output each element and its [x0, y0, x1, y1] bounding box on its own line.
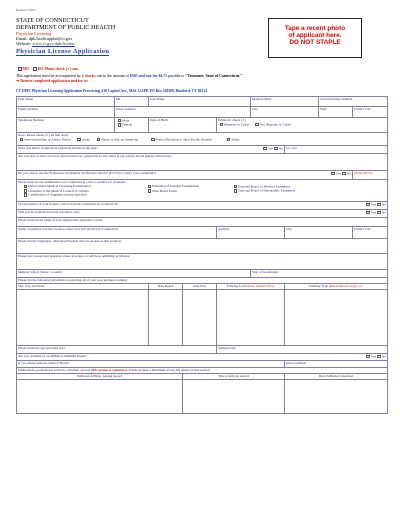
publication-header-label: Publication/Entity Issuing Award — [77, 373, 122, 378]
fee-text-2: one in the amount of — [95, 74, 130, 78]
board-label: Are you certified by an ABMS or ABOMS Board? — [18, 353, 87, 358]
header-block — [16, 17, 226, 56]
fcvs-question — [17, 171, 353, 180]
training-type-entry[interactable] — [285, 290, 388, 346]
exam-checkbox[interactable] — [148, 185, 152, 189]
website-link[interactable]: www.ct.gov/dph/license — [32, 41, 75, 47]
no-label: No — [381, 210, 387, 215]
yes-label: Yes — [370, 210, 376, 215]
race-checkbox[interactable] — [151, 138, 155, 142]
fcvs-row — [17, 171, 388, 180]
fee-amount: $565 and one for $4.75 — [129, 74, 168, 78]
mi-field[interactable] — [115, 97, 149, 107]
last-name-label: Last Name — [150, 96, 165, 101]
med-school-field[interactable] — [17, 270, 251, 278]
exam-checkbox[interactable] — [234, 189, 238, 193]
malpractice-field[interactable] — [17, 218, 388, 227]
specialty-label: Please indicate your specialty area: — [18, 345, 66, 350]
training-level-hint: (Intern, Resident, Fellow) — [247, 284, 275, 288]
degree-prompt: Please check (✓) one — [44, 67, 79, 71]
practice-city-field[interactable] — [285, 227, 353, 239]
board-row — [17, 354, 388, 361]
photo-area — [268, 18, 362, 58]
ssn-label: Social Security Number — [320, 96, 353, 101]
no-checkbox[interactable] — [377, 211, 381, 215]
yes-checkbox[interactable] — [366, 355, 370, 359]
race-prompt: Race: Please check (✓) all that apply — [18, 132, 69, 137]
hispanic-label: Hispanic or Latino — [224, 122, 250, 127]
exam-checkbox[interactable] — [24, 193, 28, 197]
email-line: Email: dph.hcalicapplst@ct.gov — [16, 36, 73, 42]
degree-selection — [16, 66, 78, 71]
languages-label: Please list the languages, other than English, that are spoken at this location: — [18, 238, 122, 243]
exam-checkbox[interactable] — [24, 189, 28, 193]
date-certified-label: Date Certified: — [286, 360, 307, 365]
state-field[interactable] — [319, 107, 353, 118]
board-name-row — [17, 361, 388, 368]
hispanic-checkbox[interactable] — [220, 123, 224, 127]
held-license-question — [17, 146, 285, 154]
dob-field[interactable] — [149, 118, 217, 133]
patient-care-row — [17, 210, 388, 218]
race-option-label: White — [231, 137, 240, 142]
telephone-field[interactable] — [17, 118, 115, 133]
name-row — [17, 97, 388, 107]
site-entry[interactable] — [17, 290, 149, 346]
date-published-entry[interactable] — [285, 380, 388, 414]
postgrad-entry-row — [17, 290, 388, 346]
gender-field — [115, 118, 149, 133]
yes-label: Yes — [370, 202, 376, 207]
exam-option-label: Combination of Segments (please specify): — [28, 193, 87, 198]
female-checkbox[interactable] — [118, 123, 122, 127]
race-checkbox[interactable] — [77, 138, 81, 142]
address-row — [17, 107, 388, 118]
board-name-label: If yes, please indicate name of Board: — [18, 360, 70, 365]
specialty-row — [17, 346, 388, 354]
exam-option-label: Licentiate of the Medical Council of Canada — [28, 188, 89, 193]
no-label: No — [381, 202, 387, 207]
pubs-text-3: . Please include a minimum of ten (10) entries in this section. — [127, 367, 211, 372]
street-address-label: Street Address — [116, 106, 136, 111]
publication-entry[interactable] — [17, 380, 183, 414]
fee-instructions — [16, 74, 386, 83]
male-checkbox[interactable] — [118, 119, 122, 123]
org-line-2: DEPARTMENT OF PUBLIC HEALTH — [16, 24, 116, 31]
board-question — [17, 354, 388, 361]
date-certified-field[interactable] — [285, 361, 388, 368]
publications-entry-row — [17, 380, 388, 414]
board-name-field[interactable] — [17, 361, 285, 368]
do-checkbox[interactable] — [33, 67, 37, 71]
city-field[interactable] — [251, 107, 319, 118]
subspecialty-label: Subspecialty: — [218, 345, 237, 350]
postal-code-label: Postal Code — [354, 106, 371, 111]
site-header-label: Site, City and State — [18, 283, 45, 288]
postgrad-label: Please list the following information regarding all of your post graduate training: — [18, 277, 128, 282]
no-checkbox[interactable] — [342, 172, 346, 176]
fee-payee: "Treasurer, State of Connecticut." — [185, 74, 243, 78]
practice-address-field[interactable] — [217, 227, 285, 239]
email-address-label: Email Address — [18, 106, 38, 111]
maiden-name-label: Maiden Name — [252, 96, 272, 101]
held-license-label: Have you held a Connecticut physician license in the past? — [18, 145, 98, 150]
mailing-address: CT DPH, Physician Licensing Application Processing, 410 Capitol Ave., MS# 12APP, PO Box 340308, Hartford, CT 06134 — [16, 89, 208, 93]
no-checkbox[interactable] — [377, 355, 381, 359]
exam-option-label: National Board of Osteopathic Examiners — [238, 188, 296, 193]
fee-text-1: This application must be accompanied by — [16, 74, 82, 78]
other-states-field[interactable] — [17, 154, 388, 171]
exam-option-label: Federation Licensing Examination — [152, 184, 200, 189]
upon-license-question — [17, 202, 388, 210]
date-began-entry[interactable] — [149, 290, 183, 346]
pubs-text-1: Publications, professional services, activities, awards — [18, 367, 91, 372]
upon-license-label: Upon issuance of your license, will you practice medicine in Connecticut? — [18, 201, 119, 206]
telephone-label: Telephone Number — [18, 117, 45, 122]
license-number-label: Lic. No. — [286, 145, 298, 150]
race-checkbox[interactable] — [97, 138, 101, 142]
yes-label: Yes — [370, 354, 376, 359]
primary-location-field[interactable] — [17, 227, 217, 239]
fee-text-3: payable to — [167, 74, 186, 78]
primary-location-label: Name of primary practice location where you will practice in Connecticut — [18, 226, 119, 231]
no-label: No — [278, 146, 284, 151]
practice-city-label: City — [286, 226, 292, 231]
org-line-1: STATE OF CONNECTICUT — [16, 17, 89, 24]
do-label: DO — [37, 67, 44, 71]
ethnicity-field — [217, 118, 388, 133]
race-option-label: Asian — [82, 137, 90, 142]
exam-prompt: Please indicate the examination you completed in order to qualify for licensure: — [18, 179, 126, 184]
exam-row — [17, 180, 388, 202]
med-school-row — [17, 270, 388, 278]
languages-row — [17, 239, 388, 254]
other-states-label: Are you now or have you ever been licensed as a physician in any state? If yes, please list all (please abbreviate): — [18, 153, 172, 158]
pubs-voluntary-note: (this section is voluntary) — [90, 367, 128, 372]
race-row — [17, 133, 388, 146]
arrow-icon: ➔ — [16, 78, 20, 83]
exam-option-label: United States Medical Licensing Examination — [28, 184, 91, 189]
upon-license-row — [17, 202, 388, 210]
med-school-label: Medical School Name / Country: — [18, 269, 64, 274]
race-option-label: American Indian or Alaska Native — [24, 137, 71, 142]
yes-checkbox[interactable] — [263, 147, 267, 151]
race-option-label: Native Hawaiian or other Pacific Islander — [155, 137, 212, 142]
yes-checkbox[interactable] — [331, 172, 335, 176]
license-number-field[interactable] — [285, 146, 388, 154]
dob-label: Date of Birth — [150, 117, 168, 122]
not-hispanic-checkbox[interactable] — [255, 123, 259, 127]
md-label: MD — [22, 67, 29, 71]
packet-id-label: Packet ID No. — [354, 170, 374, 175]
photo-notice-line-3: DO NOT STAPLE — [289, 39, 341, 47]
exam-field — [17, 180, 388, 202]
application-form-table — [16, 96, 388, 414]
website-label: Website: — [16, 41, 33, 47]
hospitals-row — [17, 254, 388, 270]
female-label: Female — [122, 122, 133, 127]
hospitals-label: Please list Connecticut hospitals where you have or will have admitting privileges: — [18, 253, 131, 258]
not-hispanic-label: Not Hispanic or Latino — [260, 122, 292, 127]
state-label: State — [320, 106, 327, 111]
other-states-row — [17, 154, 388, 171]
ssn-field[interactable] — [319, 97, 388, 107]
exam-checkbox[interactable] — [148, 189, 152, 193]
grad-year-label: Year of Graduation: — [252, 269, 280, 274]
exam-checkbox[interactable] — [24, 185, 28, 189]
yes-checkbox[interactable] — [366, 203, 370, 207]
form-title: Physician License Application — [16, 47, 110, 55]
training-type-hint: (Internal Medicine, Surgery, etc.) — [328, 284, 364, 288]
title-entry[interactable] — [183, 380, 285, 414]
date-published-label: Date Published/ Awarded — [318, 373, 354, 378]
packet-id-field[interactable] — [353, 171, 388, 180]
patient-care-question — [17, 210, 388, 218]
ethnicity-label: Ethnicity: check (✓) — [218, 117, 247, 122]
yes-label: Yes — [267, 146, 273, 151]
section-name: Physician Licensing — [16, 31, 52, 36]
return-text: Return completed application and fee to: — [20, 78, 89, 83]
md-checkbox[interactable] — [18, 67, 22, 71]
no-checkbox[interactable] — [274, 147, 278, 151]
male-label: Male — [122, 118, 130, 123]
date-end-entry[interactable] — [183, 290, 217, 346]
hospitals-field[interactable] — [17, 254, 388, 270]
postal-code-field[interactable] — [353, 107, 388, 118]
primary-location-row — [17, 227, 388, 239]
revision-date: Revised 5/2021 — [16, 8, 36, 12]
grad-year-field[interactable] — [251, 270, 388, 278]
fee-checks: 2 checks — [81, 74, 96, 78]
race-field — [17, 133, 388, 146]
no-label: No — [381, 354, 387, 359]
yes-checkbox[interactable] — [366, 211, 370, 215]
date-end-label: Date End — [193, 283, 206, 288]
maiden-name-field[interactable] — [251, 97, 319, 107]
training-type-label: Training Type — [308, 283, 328, 288]
race-checkbox[interactable] — [227, 138, 231, 142]
yes-label: Yes — [335, 171, 341, 176]
title-header-label: Title of Article/ Award — [218, 373, 249, 378]
email-address-field[interactable] — [17, 107, 115, 118]
no-label: No — [346, 171, 352, 176]
race-option-label: Black or African American — [101, 137, 139, 142]
city-label: City — [252, 106, 258, 111]
photo-notice-line-1: Tape a recent photo — [284, 25, 346, 32]
mi-label: MI — [116, 96, 121, 101]
exam-checkbox[interactable] — [234, 185, 238, 189]
malpractice-label: Please indicate the name of your malpractice insurance carrier: — [18, 217, 104, 222]
first-name-label: First Name — [18, 96, 34, 101]
race-checkbox[interactable] — [20, 138, 24, 142]
exam-option-label: State Board Exam — [152, 188, 177, 193]
subspecialty-field[interactable] — [217, 346, 388, 354]
practice-postal-label: Postal Code — [354, 226, 371, 231]
photo-notice-line-2: of applicant here. — [288, 32, 342, 40]
malpractice-row — [17, 218, 388, 227]
no-checkbox[interactable] — [377, 203, 381, 207]
specialty-field[interactable] — [17, 346, 217, 354]
demographics-row — [17, 118, 388, 133]
website-line — [16, 41, 226, 46]
fcvs-label: Do you plan to use the Federation Credentials Verification Service (FCVS) to verify your credentials? — [18, 170, 157, 175]
practice-postal-field[interactable] — [353, 227, 388, 239]
patient-care-label: Will you be actively involved in patient care? — [18, 209, 80, 214]
first-name-field[interactable] — [17, 97, 115, 107]
languages-field[interactable] — [17, 239, 388, 254]
street-address-field[interactable] — [115, 107, 251, 118]
exam-option-label: National Board of Medical Examiners — [238, 184, 291, 189]
held-license-row — [17, 146, 388, 154]
last-name-field[interactable] — [149, 97, 251, 107]
training-level-label: Training Level — [226, 283, 247, 288]
practice-address-label: Address — [218, 226, 230, 231]
date-began-label: Date Began — [157, 283, 174, 288]
training-level-entry[interactable] — [217, 290, 285, 346]
